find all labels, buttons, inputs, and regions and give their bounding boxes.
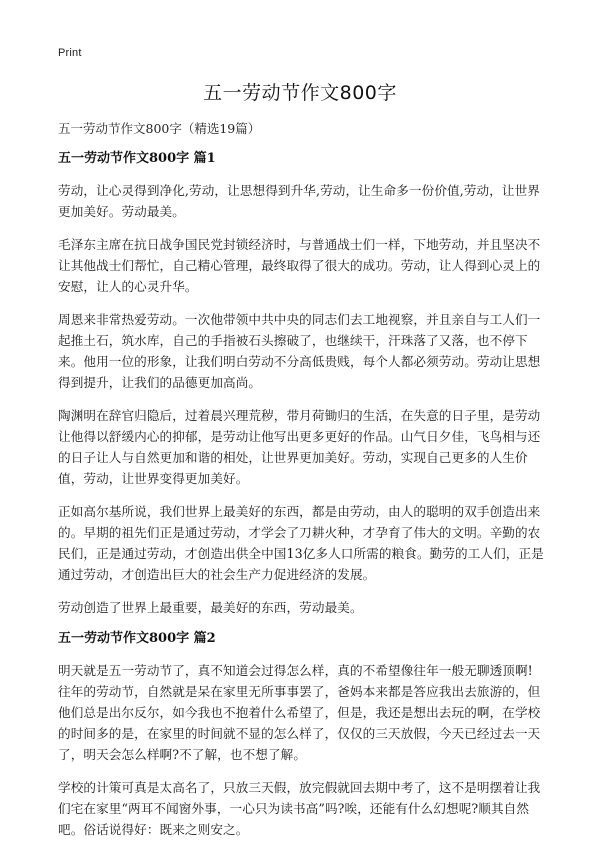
article-subtitle: 五一劳动节作文800字（精选19篇） bbox=[58, 121, 261, 136]
paragraph: 明天就是五一劳动节了，真不知道会过得怎么样，真的不希望像往年一般无聊透顶啊!往年的劳动节，自然就是呆在家里无所事事罢了，爸妈本来都是答应我出去旅游的，但他们总是出尔反尔，如今我也不抱着什么希望了，但是，我还是想出去玩的啊，在学校的时间多的是，在家里的时间就不显的怎么样了，仅仅的三天放假，今天已经过去一天了，明天会怎么样啊?不了解，也不想了解。 bbox=[58, 663, 541, 762]
article-body bbox=[58, 120, 544, 852]
print-link[interactable]: Print bbox=[58, 47, 82, 59]
section-heading-2: 五一劳动节作文800字 篇2 bbox=[58, 631, 216, 646]
paragraph: 学校的计策可真是太高名了，只放三天假，放完假就回去期中考了，这不是明摆着让我们宅在家里“两耳不闻窗外事，一心只为读书高”吗?唉，还能有什么幻想呢?顺其自然吧。俗话说得好：既来之则安之。 bbox=[58, 780, 541, 837]
paragraph: 劳动，让心灵得到净化,劳动，让思想得到升华,劳动，让生命多一份价值,劳动，让世界更加美好。劳动最美。 bbox=[58, 183, 540, 219]
paragraph: 毛泽东主席在抗日战争国民党封锁经济时，与普通战士们一样，下地劳动，并且坚决不让其他战士们帮忙，自己精心管理，最终取得了很大的成功。劳动，让人得到心灵上的安慰，让人的心灵升华。 bbox=[58, 237, 541, 294]
paragraph: 劳动创造了世界上最重要，最美好的东西，劳动最美。 bbox=[58, 600, 363, 615]
paragraph: 正如高尔基所说，我们世界上最美好的东西，都是由劳动，由人的聪明的双手创造出来的。早期的祖先们正是通过劳动，才学会了刀耕火种，才孕育了伟大的文明。辛勤的农民们，正是通过劳动，才创造出供全中国13亿多人口所需的粮食。勤劳的工人们，正是通过劳动，才创造出巨大的社会生产力促进经济的发展。 bbox=[58, 504, 544, 582]
paragraph: 陶渊明在辞官归隐后，过着晨兴理荒秽，带月荷锄归的生活，在失意的日子里，是劳动让他得以舒缓内心的抑郁，是劳动让他写出更多更好的作品。山气日夕佳，飞鸟相与还的日子让人与自然更加和谐的相处，让世界更加美好。劳动，实现自己更多的人生价值，劳动，让世界变得更加美好。 bbox=[58, 408, 541, 486]
paragraph: 周恩来非常热爱劳动。一次他带领中共中央的同志们去工地视察，并且亲自与工人们一起推土石，筑水库，自己的手指被石头擦破了，也继续干，汗珠落了又落，也不停下来。他用一位的形象，让我们明白劳动不分高低贵贱，每个人都必须劳动。劳动让思想得到提升，让我们的品德更加高尚。 bbox=[58, 312, 541, 390]
section-heading-1: 五一劳动节作文800字 篇1 bbox=[58, 151, 216, 166]
page-title: 五一劳动节作文800字 bbox=[203, 82, 397, 104]
